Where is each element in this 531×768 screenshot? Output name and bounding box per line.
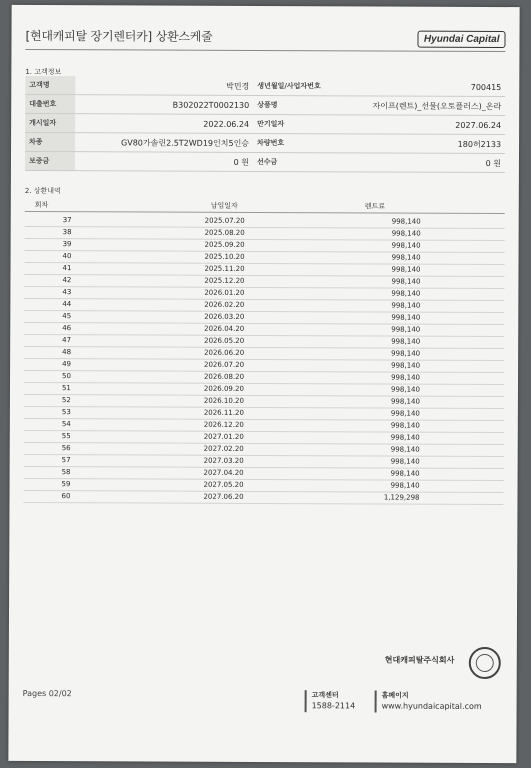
installment-no: 57	[61, 456, 71, 465]
info-value: 자이프(렌트)_선물(오토플러스)_온라	[339, 96, 505, 116]
info-value: 박민경	[75, 76, 253, 95]
rent-amount: 998,140	[391, 265, 421, 274]
rent-amount: 998,140	[391, 361, 421, 370]
payment-date: 2026.12.20	[203, 420, 244, 429]
rent-amount: 998,140	[390, 409, 420, 418]
company-name: 현대캐피탈주식회사	[384, 655, 455, 665]
payment-date: 2027.01.20	[203, 432, 244, 441]
info-row	[25, 151, 505, 172]
customer-center-label: 고객센터	[311, 691, 339, 700]
installment-no: 47	[62, 336, 72, 345]
section-customer-info-label: 1. 고객정보	[25, 67, 62, 77]
footer-divider	[375, 690, 377, 712]
rent-amount: 998,140	[391, 385, 420, 394]
rent-amount: 998,140	[390, 469, 420, 478]
payment-date: 2026.04.20	[204, 324, 245, 333]
info-key: 생년월일/사업자번호	[253, 77, 339, 96]
installment-no: 41	[62, 264, 72, 273]
payment-date: 2027.04.20	[203, 468, 244, 477]
footer-divider	[305, 690, 307, 712]
rent-amount: 998,140	[390, 433, 420, 442]
rent-amount: 998,140	[391, 217, 421, 226]
info-key: 차량번호	[253, 133, 339, 152]
document-page	[8, 5, 519, 763]
homepage-url: www.hyundaicapital.com	[381, 701, 482, 711]
homepage-label: 홈페이지	[381, 691, 409, 700]
installment-no: 49	[62, 360, 72, 369]
installment-no: 40	[62, 252, 72, 261]
rent-amount: 998,140	[391, 337, 421, 346]
info-key: 보증금	[25, 151, 75, 170]
installment-no: 50	[62, 372, 71, 381]
customer-center-phone: 1588-2114	[311, 701, 356, 711]
info-value: 180허2133	[339, 134, 505, 154]
payment-date: 2025.07.20	[204, 216, 245, 225]
info-key: 차종	[25, 132, 75, 151]
payment-date: 2026.05.20	[204, 336, 245, 345]
payment-date: 2026.07.20	[204, 360, 245, 369]
rent-amount: 998,140	[390, 397, 420, 406]
schedule-rows	[23, 215, 504, 505]
payment-date: 2026.06.20	[204, 348, 245, 357]
info-value: 0 원	[339, 153, 505, 173]
rent-amount: 998,140	[391, 289, 421, 298]
installment-no: 48	[62, 348, 72, 357]
installment-no: 52	[61, 396, 71, 405]
rent-amount: 998,140	[391, 253, 421, 262]
hyundai-capital-logo: Hyundai Capital	[418, 31, 506, 48]
installment-no: 37	[62, 216, 72, 225]
info-row	[25, 76, 505, 97]
payment-date: 2026.11.20	[203, 408, 244, 417]
schedule-header	[25, 197, 505, 214]
payment-date: 2026.03.20	[204, 312, 245, 321]
installment-no: 44	[62, 300, 72, 309]
payment-date: 2025.11.20	[204, 264, 245, 273]
header-divider	[25, 49, 505, 52]
company-seal-icon	[469, 647, 501, 679]
payment-date: 2027.03.20	[203, 456, 244, 465]
installment-no: 51	[61, 384, 71, 393]
rent-amount: 998,140	[391, 325, 421, 334]
installment-no: 45	[62, 312, 72, 321]
installment-no: 43	[62, 288, 72, 297]
info-row	[25, 94, 505, 115]
payment-date: 2026.01.20	[204, 288, 245, 297]
document-title: [현대캐피탈 장기렌터카] 상환스케줄	[25, 28, 213, 44]
info-key: 개시일자	[25, 113, 75, 132]
rent-amount: 998,140	[391, 349, 421, 358]
rent-amount: 1,129,298	[383, 493, 420, 502]
rent-amount: 998,140	[390, 421, 420, 430]
rent-amount: 998,140	[391, 277, 421, 286]
payment-date: 2025.09.20	[204, 240, 245, 249]
info-value: 2027.06.24	[339, 115, 505, 135]
customer-info-table	[25, 76, 505, 173]
payment-date: 2026.10.20	[203, 396, 244, 405]
info-row	[25, 132, 505, 153]
rent-amount: 998,140	[390, 445, 420, 454]
payment-date: 2025.08.20	[204, 228, 245, 237]
info-value: 700415	[339, 77, 505, 96]
installment-no: 55	[61, 432, 71, 441]
payment-date: 2026.08.20	[203, 372, 245, 381]
installment-no: 56	[61, 444, 71, 453]
rent-amount: 998,140	[390, 481, 420, 490]
page-number: Pages 02/02	[22, 688, 72, 699]
info-value: 2022.06.24	[75, 114, 253, 134]
installment-no: 38	[62, 228, 72, 237]
installment-no: 46	[62, 324, 72, 333]
rent-amount: 998,140	[391, 301, 421, 310]
info-value: 0 원	[75, 152, 253, 172]
info-key: 상품명	[253, 95, 339, 114]
payment-date: 2027.02.20	[203, 444, 244, 453]
payment-date: 2025.12.20	[204, 276, 245, 285]
payment-date: 2027.05.20	[203, 480, 244, 489]
payment-date: 2027.06.20	[203, 492, 244, 501]
rent-amount: 998,140	[391, 229, 421, 238]
payment-date: 2026.09.20	[203, 384, 245, 393]
installment-no: 59	[61, 480, 71, 489]
payment-date: 2025.10.20	[204, 252, 245, 261]
installment-no: 53	[61, 408, 71, 417]
rent-amount: 998,140	[391, 313, 421, 322]
payment-date: 2026.02.20	[204, 300, 245, 309]
schedule-row	[23, 491, 503, 505]
rent-amount: 998,140	[391, 241, 421, 250]
col-header-no: 회차	[34, 200, 49, 210]
rent-amount: 998,140	[390, 457, 420, 466]
col-header-date: 납입일자	[210, 201, 238, 210]
info-key: 대출번호	[25, 94, 75, 113]
info-key: 고객명	[25, 76, 75, 95]
info-row	[25, 113, 505, 134]
installment-no: 60	[61, 492, 71, 501]
info-value: B302022T0002130	[75, 95, 253, 115]
col-header-amount: 렌트료	[364, 202, 386, 211]
info-value: GV80가솔린2.5T2WD19인치5인승	[75, 133, 253, 153]
rent-amount: 998,140	[391, 373, 421, 382]
info-key: 만기일자	[253, 114, 339, 133]
installment-no: 42	[62, 276, 72, 285]
info-key: 선수금	[253, 152, 339, 171]
installment-no: 58	[61, 468, 71, 477]
section-repayment-label: 2. 상환내역	[24, 186, 61, 196]
installment-no: 39	[62, 240, 72, 249]
installment-no: 54	[61, 420, 71, 429]
